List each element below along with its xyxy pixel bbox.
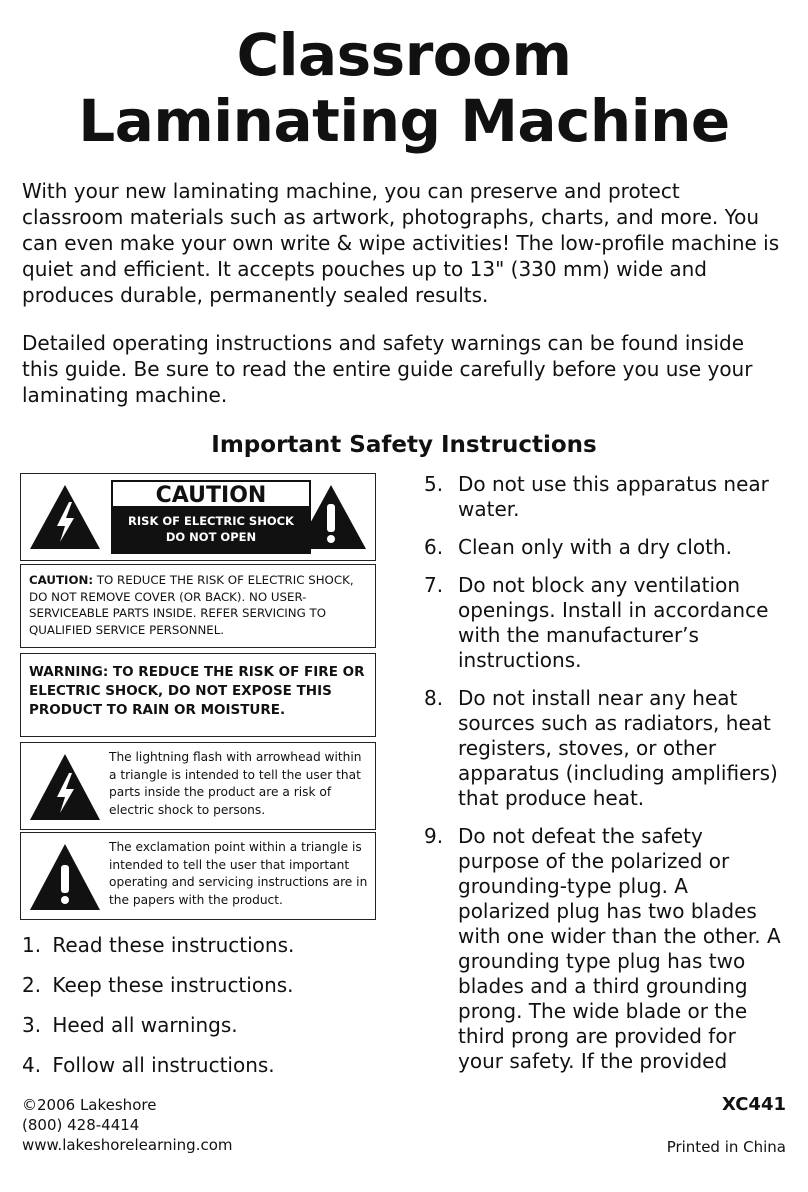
intro-paragraph-1: With your new laminating machine, you can preserve and protect classroom materials such as artwork, photographs, charts, and more. You can even make your own write & wipe activities! The low-profile machine is quiet and efficient. It accepts pouches up to 13" (330 mm) wide and produces durable, permanently sealed results. <box>22 179 780 307</box>
list-item: 4. Follow all instructions. <box>22 1053 275 1077</box>
instructions-list-right <box>424 472 784 1087</box>
caution-lead: CAUTION: <box>29 573 94 587</box>
instructions-list-left <box>22 933 362 1093</box>
list-item: 2. Keep these instructions. <box>22 973 294 997</box>
exclamation-explanation-box <box>20 832 376 920</box>
caution-word: CAUTION <box>111 480 311 508</box>
caution-risk-line-2: DO NOT OPEN <box>165 530 257 544</box>
lightning-triangle-icon <box>27 482 103 552</box>
lightning-explanation-text: The lightning flash with arrowhead within a triangle is intended to tell the user that parts inside the product are a risk of electric shock to persons. <box>109 750 362 817</box>
caution-label <box>111 480 311 556</box>
phone-number: (800) 428-4414 <box>22 1116 140 1134</box>
intro-paragraph-2: Detailed operating instructions and safety warnings can be found inside this guide. Be sure to read the entire guide carefully before you use your laminating machine. <box>22 331 753 407</box>
exclamation-triangle-icon <box>27 841 103 913</box>
product-code: XC441 <box>721 1094 786 1115</box>
list-item: 3. Heed all warnings. <box>22 1013 238 1037</box>
list-item: 5. Do not use this apparatus near water. <box>424 472 769 521</box>
copyright: ©2006 Lakeshore <box>22 1096 157 1114</box>
website-link[interactable]: www.lakeshorelearning.com <box>22 1136 233 1154</box>
warning-box: WARNING: TO REDUCE THE RISK OF FIRE OR ELECTRIC SHOCK, DO NOT EXPOSE THIS PRODUCT TO RAIN OR MOISTURE. <box>20 653 376 737</box>
caution-risk-line-1: RISK OF ELECTRIC SHOCK <box>128 514 294 528</box>
safety-heading: Important Safety Instructions <box>211 432 597 458</box>
caution-risk-text <box>111 508 311 554</box>
lightning-triangle-icon <box>27 751 103 823</box>
footer-contact <box>22 1095 233 1155</box>
list-item: 7. Do not block any ventilation openings. Install in accordance with the manufacturer’s instructions. <box>424 573 769 672</box>
list-item: 8. Do not install near any heat sources such as radiators, heat registers, stoves, or other apparatus (including amplifiers) that produce heat. <box>424 686 778 810</box>
title-line-1: Classroom <box>236 21 572 89</box>
caution-label-box <box>20 473 376 561</box>
exclamation-explanation-text: The exclamation point within a triangle is intended to tell the user that important operating and servicing instructions are in the papers with the product. <box>109 840 368 907</box>
list-item: 9. Do not defeat the safety purpose of the polarized or grounding-type plug. A polarized plug has two blades with one wider than the other. A grounding type plug has two blades and a third grounding prong. The wide blade or the third prong are provided for your safety. If the provided <box>424 824 781 1073</box>
list-item: 6. Clean only with a dry cloth. <box>424 535 732 559</box>
caution-body: TO REDUCE THE RISK OF ELECTRIC SHOCK, DO NOT REMOVE COVER (OR BACK). NO USER-SERVICEABLE PARTS INSIDE. REFER SERVICING TO QUALIFIED SERVICE PERSONNEL. <box>29 573 354 637</box>
lightning-explanation-box <box>20 742 376 830</box>
list-item: 1. Read these instructions. <box>22 933 295 957</box>
caution-text-box <box>20 564 376 648</box>
title-line-2: Laminating Machine <box>78 87 730 155</box>
page-title <box>0 22 808 154</box>
exclamation-triangle-icon <box>293 482 369 552</box>
printed-in: Printed in China <box>666 1138 786 1156</box>
